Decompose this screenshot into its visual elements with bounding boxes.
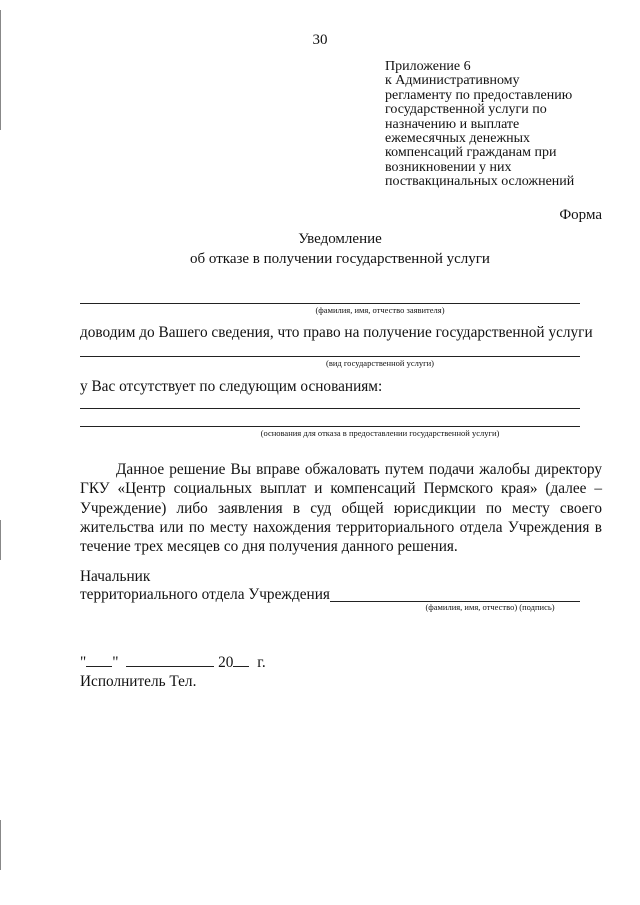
appendix-line: Приложение 6	[385, 59, 471, 74]
signature-caption: (фамилия, имя, отчество) (подпись)	[425, 602, 555, 612]
date-year-prefix: 20	[218, 654, 234, 671]
applicant-name-line[interactable]	[80, 303, 580, 304]
grounds-caption: (основания для отказа в предоставлении государственной услуги)	[260, 428, 500, 438]
appendix-header	[385, 60, 615, 190]
scan-edge-mark	[0, 520, 1, 560]
appeal-paragraph-text: Данное решение Вы вправе обжаловать путем подачи жалобы директору ГКУ «Центр социальных выплат и компенсаций Пермского края» (далее – Учреждение) либо заявления в суд общей юрисдикции по месту своего жительства или по месту нахождения территориального отдела Учреждения в течение трех месяцев со дня получения данного решения.	[80, 461, 602, 556]
date-year-suffix: г.	[257, 654, 266, 671]
appendix-line: ежемесячных денежных	[385, 131, 531, 147]
signature-title: Начальник	[80, 568, 151, 585]
appendix-line: государственной услуги по	[385, 102, 547, 118]
absent-text: у Вас отсутствует по следующим основаниям:	[80, 378, 383, 395]
grounds-line[interactable]	[80, 426, 580, 427]
document-subtitle: об отказе в получении государственной услуги	[190, 251, 490, 267]
scan-edge-mark	[0, 820, 1, 870]
document-title: Уведомление	[298, 231, 382, 247]
form-label: Форма	[559, 207, 602, 223]
appendix-line: возникновении у них	[385, 159, 512, 175]
service-type-caption: (вид государственной услуги)	[326, 358, 434, 368]
applicant-name-caption: (фамилия, имя, отчество заявителя)	[315, 305, 445, 315]
date-day-blank[interactable]	[86, 653, 112, 667]
date-month-blank[interactable]	[126, 653, 214, 667]
service-type-line[interactable]	[80, 356, 580, 357]
appendix-line: к Административному	[385, 73, 520, 89]
grounds-line[interactable]	[80, 408, 580, 409]
appendix-line: назначению и выплате	[385, 116, 520, 132]
date-quote-open: "	[80, 654, 87, 671]
page-number: 30	[312, 32, 328, 48]
appendix-line: компенсаций гражданам при	[385, 145, 557, 161]
signature-department: территориального отдела Учреждения	[80, 586, 330, 603]
scan-edge-mark	[0, 10, 1, 130]
appendix-line: поствакцинальных осложнений	[385, 174, 575, 190]
date-line	[80, 653, 266, 672]
notice-text: доводим до Вашего сведения, что право на получение государственной услуги	[80, 324, 593, 341]
date-year-blank[interactable]	[233, 653, 249, 667]
appeal-paragraph	[80, 460, 602, 556]
date-quote-close: "	[112, 654, 119, 671]
appendix-line: регламенту по предоставлению	[385, 87, 573, 103]
executor-phone: Исполнитель Тел.	[80, 673, 197, 690]
